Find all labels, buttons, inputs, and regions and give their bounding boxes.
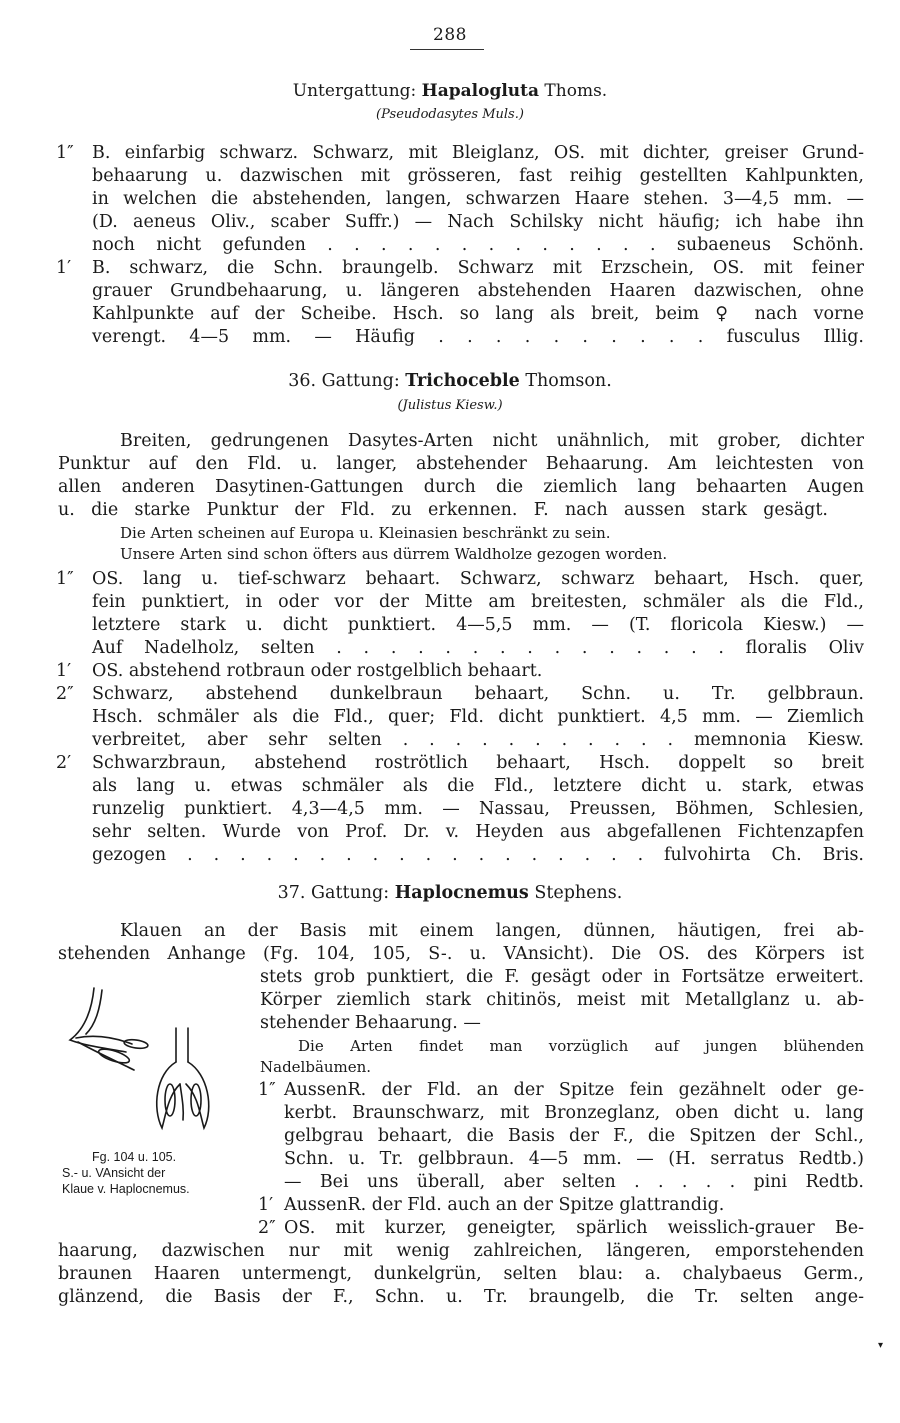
key-line-species-floralis: Auf Nadelholz, selten . . . . . . . . . . . . . . . floralis Oliv: [92, 638, 864, 658]
key-line: Schwarzbraun, abstehend roströtlich behaart, Hsch. doppelt so breit: [92, 753, 864, 773]
genus-36-intro: u. die starke Punktur der Fld. zu erkennen. F. nach aussen stark gesägt.: [58, 500, 828, 520]
genus-37-intro: stehender Behaarung. —: [260, 1013, 481, 1033]
key-line: als lang u. etwas schmäler als die Fld., letztere dicht u. stark, etwas: [92, 776, 864, 796]
page-number: 288: [433, 25, 467, 45]
key-number: 1′: [56, 661, 72, 681]
key-line: letztere stark u. dicht punktiert. 4—5,5 mm. — (T. floricola Kiesw.) —: [92, 615, 864, 635]
key-line: OS. abstehend rotbraun oder rostgelblich behaart.: [92, 661, 543, 681]
key-number: 2″: [258, 1218, 276, 1238]
key-number: 1″: [258, 1080, 276, 1100]
genus-36-title: [0, 370, 900, 392]
genus-36-name: Trichoceble: [405, 371, 520, 391]
key-number: 1′: [56, 258, 72, 278]
key-line: AussenR. der Fld. auch an der Spitze glattrandig.: [284, 1195, 725, 1215]
key-line: AussenR. der Fld. an der Spitze fein gezähnelt oder ge-: [284, 1080, 864, 1100]
key-line: gelbgrau behaart, die Basis der F., die Spitzen der Schl.,: [284, 1126, 864, 1146]
key-line: sehr selten. Wurde von Prof. Dr. v. Heyden aus abgefallenen Fichtenzapfen: [92, 822, 864, 842]
key-line-species-subaeneus: noch nicht gefunden . . . . . . . . . . . . . subaeneus Schönh.: [92, 235, 864, 255]
genus-36-intro: Breiten, gedrungenen Dasytes-Arten nicht unähnlich, mit grober, dichter: [120, 431, 864, 451]
key-line: OS. mit kurzer, geneigter, spärlich weisslich-grauer Be-: [284, 1218, 864, 1238]
key-line: behaarung u. dazwischen mit grösseren, fast reihig gestellten Kahlpunkten,: [92, 166, 864, 186]
genus-37-intro: Körper ziemlich stark chitinös, meist mit Metallglanz u. ab-: [260, 990, 864, 1010]
key-number: 2′: [56, 753, 72, 773]
key-line: braunen Haaren untermengt, dunkelgrün, selten blau: a. chalybaeus Germ.,: [58, 1264, 864, 1284]
key-line: fein punktiert, in oder vor der Mitte am breitesten, schmäler als die Fld.,: [92, 592, 864, 612]
key-number: 2″: [56, 684, 74, 704]
key-line: Schwarz, abstehend dunkelbraun behaart, Schn. u. Tr. gelbbraun.: [92, 684, 864, 704]
genus-37-intro: Klauen an der Basis mit einem langen, dünnen, häutigen, frei ab-: [120, 921, 864, 941]
genus-37-note: Die Arten findet man vorzüglich auf jungen blühenden: [298, 1037, 864, 1055]
genus-36-note: Die Arten scheinen auf Europa u. Kleinasien beschränkt zu sein.: [120, 524, 611, 542]
genus-36-prefix: 36. Gattung:: [288, 371, 406, 391]
genus-37-title: [0, 882, 900, 904]
key-line: Hsch. schmäler als die Fld., quer; Fld. dicht punktiert. 4,5 mm. — Ziemlich: [92, 707, 864, 727]
page-mark-icon: ▾: [878, 1340, 884, 1351]
key-number: 1″: [56, 143, 74, 163]
claw-figure: [56, 978, 246, 1160]
key-line-species-fulvohirta: gezogen . . . . . . . . . . . . . . . . . . fulvohirta Ch. Bris.: [92, 845, 864, 865]
key-line: glänzend, die Basis der F., Schn. u. Tr. braungelb, die Tr. selten ange-: [58, 1287, 864, 1307]
genus-36-intro: allen anderen Dasytinen-Gattungen durch die ziemlich lang behaarten Augen: [58, 477, 864, 497]
key-line: haarung, dazwischen nur mit wenig zahlreichen, längeren, emporstehenden: [58, 1241, 864, 1261]
genus-36-synonym: (Julistus Kiesw.): [397, 398, 503, 413]
key-line: B. einfarbig schwarz. Schwarz, mit Bleiglanz, OS. mit dichter, greiser Grund-: [92, 143, 864, 163]
key-line: (D. aeneus Oliv., scaber Suffr.) — Nach Schilsky nicht häufig; ich habe ihn: [92, 212, 864, 232]
subgenus-title: [0, 80, 900, 102]
key-line: in welchen die abstehenden, langen, schwarzen Haare stehen. 3—4,5 mm. —: [92, 189, 864, 209]
genus-37-intro: stets grob punktiert, die F. gesägt oder in Fortsätze erweitert.: [260, 967, 864, 987]
figure-caption: S.- u. VAnsicht der: [62, 1166, 166, 1180]
genus-36-note: Unsere Arten sind schon öfters aus dürrem Waldholze gezogen worden.: [120, 545, 668, 563]
figure-caption: Klaue v. Haplocnemus.: [62, 1182, 190, 1196]
key-line: grauer Grundbehaarung, u. längeren abstehenden Haaren dazwischen, ohne: [92, 281, 864, 301]
key-line: runzelig punktiert. 4,3—4,5 mm. — Nassau, Preussen, Böhmen, Schlesien,: [92, 799, 864, 819]
key-number: 1″: [56, 569, 74, 589]
subgenus-author: Thoms.: [539, 81, 608, 101]
genus-37-intro: stehenden Anhange (Fg. 104, 105, S-. u. VAnsicht). Die OS. des Körpers ist: [58, 944, 864, 964]
subgenus-name: Hapalogluta: [421, 81, 540, 101]
genus-37-name: Haplocnemus: [394, 883, 529, 903]
key-line: Schn. u. Tr. gelbbraun. 4—5 mm. — (H. serratus Redtb.): [284, 1149, 864, 1169]
key-line: Kahlpunkte auf der Scheibe. Hsch. so lang als breit, beim ♀ nach vorne: [92, 304, 864, 324]
key-line-species-fusculus: verengt. 4—5 mm. — Häufig . . . . . . . . . . fusculus Illig.: [92, 327, 864, 347]
key-number: 1′: [258, 1195, 274, 1215]
key-line-species-memnonia: verbreitet, aber sehr selten . . . . . . . . . . . memnonia Kiesw.: [92, 730, 864, 750]
genus-37-prefix: 37. Gattung:: [277, 883, 395, 903]
subgenus-title-prefix: Untergattung:: [292, 81, 422, 101]
genus-37-note: Nadelbäumen.: [260, 1058, 372, 1076]
key-line-species-pini: — Bei uns überall, aber selten . . . . . pini Redtb.: [284, 1172, 864, 1192]
header-rule: [410, 49, 484, 50]
genus-37-author: Stephens.: [528, 883, 623, 903]
subgenus-synonym: (Pseudodasytes Muls.): [376, 107, 524, 122]
genus-36-intro: Punktur auf den Fld. u. langer, abstehender Behaarung. Am leichtesten von: [58, 454, 864, 474]
key-line: OS. lang u. tief-schwarz behaart. Schwarz, schwarz behaart, Hsch. quer,: [92, 569, 864, 589]
key-line: B. schwarz, die Schn. braungelb. Schwarz mit Erzschein, OS. mit feiner: [92, 258, 864, 278]
figure-caption: Fg. 104 u. 105.: [92, 1150, 177, 1164]
key-line: kerbt. Braunschwarz, mit Bronzeglanz, oben dicht u. lang: [284, 1103, 864, 1123]
genus-36-author: Thomson.: [519, 371, 612, 391]
